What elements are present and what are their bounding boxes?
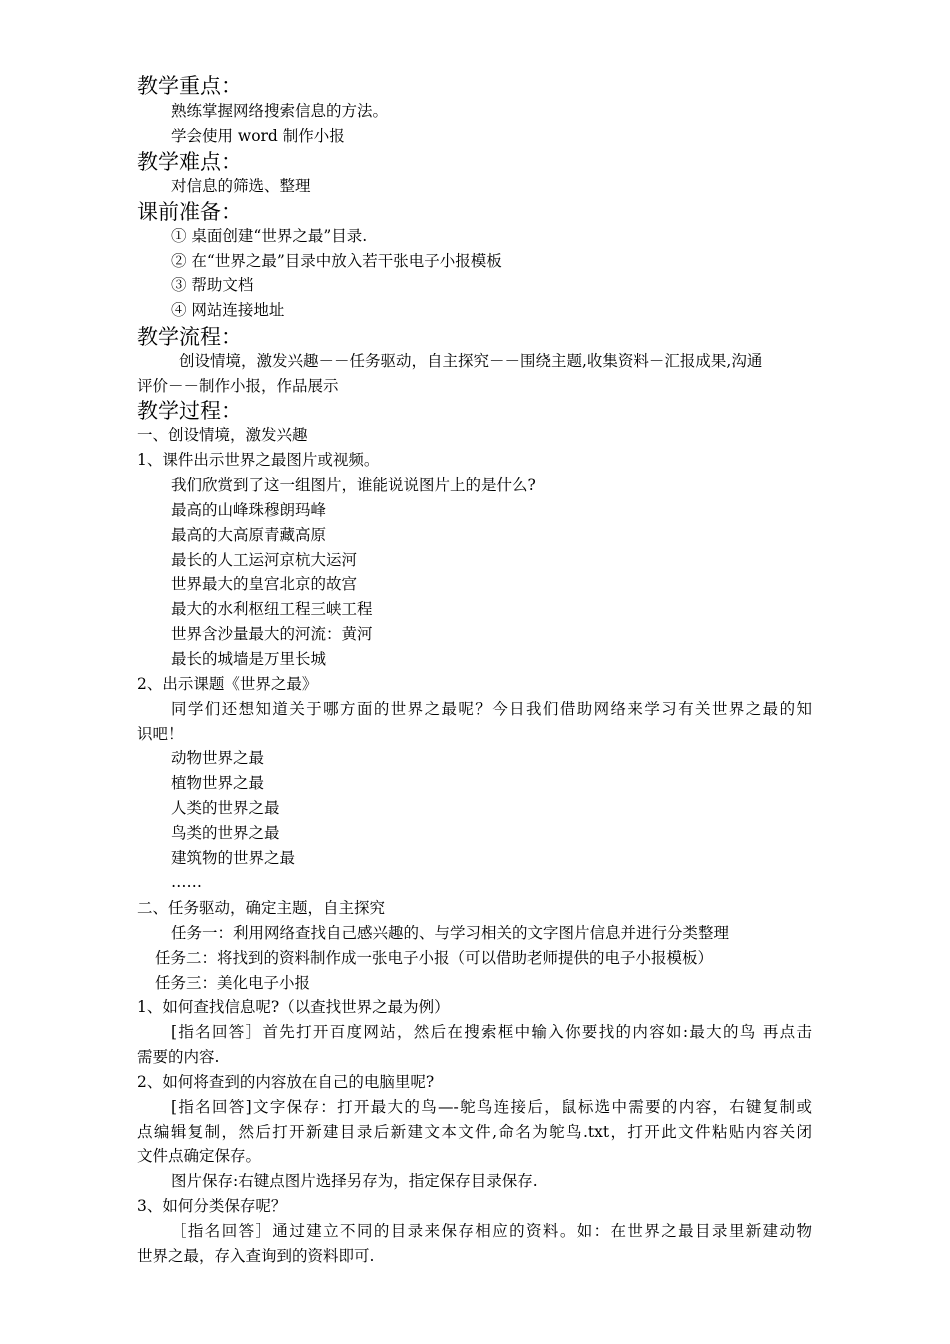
answer-7: 最长的城墙是万里长城 <box>171 650 327 668</box>
prep-heading: 课前准备： <box>137 200 242 224</box>
answer-2-line-4: 图片保存:右键点图片选择另存为，指定保存目录保存. <box>171 1172 538 1190</box>
answer-2: 最高的大高原青藏高原 <box>171 526 327 544</box>
topic-4: 鸟类的世界之最 <box>171 824 280 842</box>
difficulty-1: 对信息的筛选、整理 <box>171 177 311 195</box>
answer-4: 世界最大的皇宫北京的故宫 <box>171 575 358 593</box>
answer-3-line-2: 世界之最，存入查询到的资料即可. <box>137 1247 375 1265</box>
part1-item1: 1、课件出示世界之最图片或视频。 <box>137 451 380 469</box>
intro-line-2: 识吧！ <box>137 725 184 743</box>
key-points-heading: 教学重点： <box>137 74 242 98</box>
part1-title: 一、创设情境，激发兴趣 <box>137 426 308 444</box>
flow-heading: 教学流程： <box>137 325 242 349</box>
task-3: 任务三：美化电子小报 <box>155 974 311 992</box>
answer-1-line-1: [指名回答］首先打开百度网站，然后在搜索框中输入你要找的内容如:最大的鸟 再点击 <box>171 1023 812 1041</box>
part1-question: 我们欣赏到了这一组图片，谁能说说图片上的是什么? <box>171 476 536 494</box>
answer-5: 最大的水利枢纽工程三峡工程 <box>171 600 373 618</box>
flow-line-2: 评价－－制作小报，作品展示 <box>137 377 339 395</box>
process-heading: 教学过程： <box>137 399 242 423</box>
topic-2: 植物世界之最 <box>171 774 265 792</box>
prep-4: ④ 网站连接地址 <box>171 301 285 319</box>
question-1: 1、如何查找信息呢?（以查找世界之最为例） <box>137 998 450 1016</box>
answer-3: 最长的人工运河京杭大运河 <box>171 551 358 569</box>
intro-line-1: 同学们还想知道关于哪方面的世界之最呢？今日我们借助网络来学习有关世界之最的知 <box>171 700 812 718</box>
flow-line-1: 创设情境，激发兴趣－－任务驱动，自主探究－－围绕主题,收集资料－汇报成果,沟通 <box>179 352 763 370</box>
difficulty-heading: 教学难点： <box>137 150 242 174</box>
part1-item2: 2、出示课题《世界之最》 <box>137 675 318 693</box>
topic-5: 建筑物的世界之最 <box>171 849 296 867</box>
prep-1: ① 桌面创建“世界之最”目录. <box>171 227 368 245</box>
question-3: 3、如何分类保存呢？ <box>137 1197 287 1215</box>
part2-title: 二、任务驱动，确定主题，自主探究 <box>137 899 386 917</box>
task-2: 任务二：将找到的资料制作成一张电子小报（可以借助老师提供的电子小报模板） <box>155 949 714 967</box>
answer-6: 世界含沙量最大的河流：黄河 <box>171 625 373 643</box>
question-2: 2、如何将查到的内容放在自己的电脑里呢? <box>137 1073 435 1091</box>
key-point-1: 熟练掌握网络搜索信息的方法。 <box>171 102 389 120</box>
answer-3-line-1: ［指名回答］通过建立不同的目录来保存相应的资料。如：在世界之最目录里新建动物 <box>171 1222 812 1240</box>
topic-ellipsis: …… <box>171 873 202 891</box>
answer-1: 最高的山峰珠穆朗玛峰 <box>171 501 327 519</box>
prep-3: ③ 帮助文档 <box>171 276 254 294</box>
key-point-2: 学会使用 word 制作小报 <box>171 127 345 145</box>
prep-2: ② 在“世界之最”目录中放入若干张电子小报模板 <box>171 252 502 270</box>
answer-2-line-2: 点编辑复制，然后打开新建目录后新建文本文件,命名为鸵鸟.txt，打开此文件粘贴内容关闭 <box>137 1123 812 1141</box>
task-1: 任务一：利用网络查找自己感兴趣的、与学习相关的文字图片信息并进行分类整理 <box>171 924 730 942</box>
answer-2-line-3: 文件点确定保存。 <box>137 1147 262 1165</box>
answer-2-line-1: [指名回答]文字保存：打开最大的鸟—-鸵鸟连接后，鼠标选中需要的内容，右键复制或 <box>171 1098 812 1116</box>
answer-1-line-2: 需要的内容. <box>137 1048 220 1066</box>
topic-3: 人类的世界之最 <box>171 799 280 817</box>
topic-1: 动物世界之最 <box>171 749 265 767</box>
